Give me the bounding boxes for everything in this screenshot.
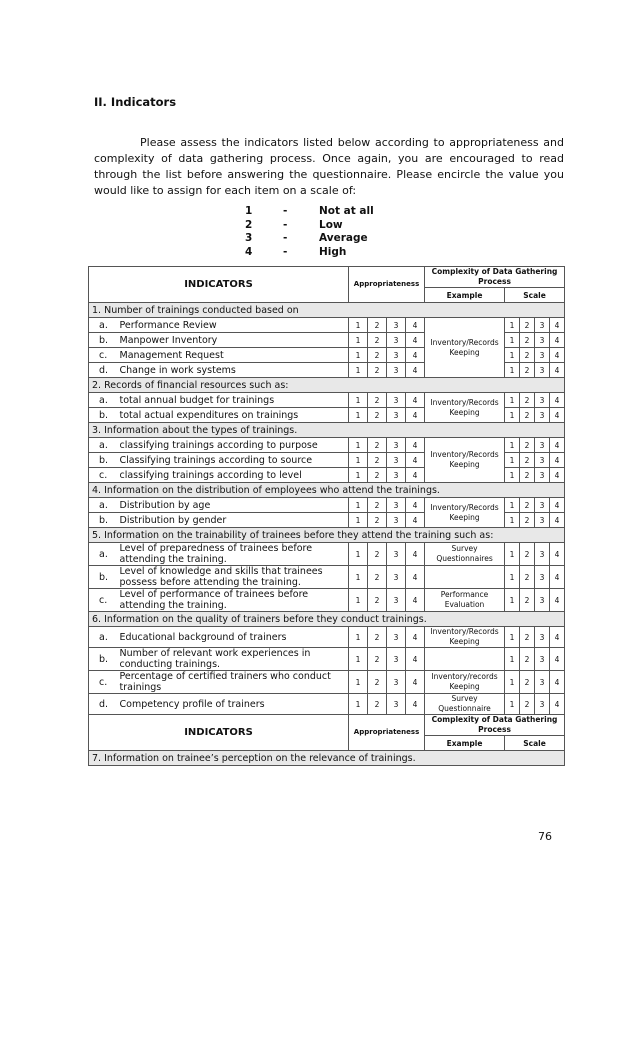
complexity-value-2: 2 [520, 318, 535, 333]
item-text: Competency profile of trainers [117, 694, 349, 715]
complexity-value-4: 4 [550, 393, 565, 408]
appropriateness-value-1: 1 [349, 468, 368, 483]
item-text: Percentage of certified trainers who conduct trainings [117, 671, 349, 694]
complexity-value-1: 1 [505, 589, 520, 612]
complexity-value-4: 4 [550, 694, 565, 715]
item-letter: c. [89, 468, 117, 483]
complexity-value-4: 4 [550, 408, 565, 423]
appropriateness-value-4: 4 [406, 566, 425, 589]
complexity-value-3: 3 [535, 408, 550, 423]
example-cell [425, 648, 505, 671]
appropriateness-value-4: 4 [406, 513, 425, 528]
appropriateness-value-1: 1 [349, 408, 368, 423]
complexity-value-3: 3 [535, 393, 550, 408]
section-title: 7. Information on trainee’s perception on the relevance of trainings. [89, 751, 565, 766]
table-header-row [89, 715, 565, 736]
complexity-value-4: 4 [550, 498, 565, 513]
complexity-value-2: 2 [520, 453, 535, 468]
appropriateness-header: Appropriateness [349, 267, 425, 303]
table-row [89, 627, 565, 648]
table-row [89, 438, 565, 453]
complexity-value-2: 2 [520, 694, 535, 715]
appropriateness-header: Appropriateness [349, 715, 425, 751]
table-row [89, 648, 565, 671]
appropriateness-value-3: 3 [387, 468, 406, 483]
complexity-value-1: 1 [505, 318, 520, 333]
item-letter: a. [89, 543, 117, 566]
complexity-value-3: 3 [535, 627, 550, 648]
appropriateness-value-4: 4 [406, 627, 425, 648]
page-number: 76 [538, 830, 552, 843]
item-letter: a. [89, 318, 117, 333]
complexity-value-2: 2 [520, 627, 535, 648]
complexity-value-4: 4 [550, 438, 565, 453]
appropriateness-value-3: 3 [387, 393, 406, 408]
item-letter: b. [89, 648, 117, 671]
appropriateness-value-3: 3 [387, 648, 406, 671]
appropriateness-value-3: 3 [387, 671, 406, 694]
item-text: Classifying trainings according to source [117, 453, 349, 468]
section-title: 4. Information on the distribution of employees who attend the trainings. [89, 483, 565, 498]
complexity-value-4: 4 [550, 671, 565, 694]
appropriateness-value-3: 3 [387, 438, 406, 453]
item-letter: a. [89, 438, 117, 453]
complexity-value-3: 3 [535, 318, 550, 333]
complexity-value-1: 1 [505, 438, 520, 453]
section-title: 6. Information on the quality of trainers before they conduct trainings. [89, 612, 565, 627]
appropriateness-value-3: 3 [387, 566, 406, 589]
appropriateness-value-3: 3 [387, 453, 406, 468]
scale-header: Scale [505, 736, 565, 751]
appropriateness-value-3: 3 [387, 498, 406, 513]
scale-legend-row: 2 - Low [245, 218, 343, 231]
complexity-value-2: 2 [520, 498, 535, 513]
appropriateness-value-3: 3 [387, 348, 406, 363]
example-cell: Inventory/Records Keeping [425, 393, 505, 423]
example-cell: Inventory/records Keeping [425, 671, 505, 694]
appropriateness-value-4: 4 [406, 333, 425, 348]
complexity-value-3: 3 [535, 694, 550, 715]
appropriateness-value-1: 1 [349, 348, 368, 363]
intro-paragraph: Please assess the indicators listed below according to appropriateness and complexity of data gathering process. Once again, you are encouraged to read through the list before answering the questionnaire. Please encircle the value you would like to assign for each item on a scale of: [94, 136, 564, 197]
item-letter: d. [89, 694, 117, 715]
table-row [89, 589, 565, 612]
table-row [89, 671, 565, 694]
item-letter: b. [89, 333, 117, 348]
complexity-value-3: 3 [535, 671, 550, 694]
complexity-value-2: 2 [520, 513, 535, 528]
table-row [89, 393, 565, 408]
appropriateness-value-2: 2 [368, 543, 387, 566]
appropriateness-value-2: 2 [368, 468, 387, 483]
complexity-value-2: 2 [520, 566, 535, 589]
complexity-value-3: 3 [535, 566, 550, 589]
appropriateness-value-2: 2 [368, 589, 387, 612]
appropriateness-value-1: 1 [349, 498, 368, 513]
item-text: total annual budget for trainings [117, 393, 349, 408]
table-row [89, 566, 565, 589]
example-cell: Performance Evaluation [425, 589, 505, 612]
appropriateness-value-4: 4 [406, 438, 425, 453]
section-title: 2. Records of financial resources such as: [89, 378, 565, 393]
appropriateness-value-2: 2 [368, 498, 387, 513]
appropriateness-value-1: 1 [349, 513, 368, 528]
complexity-value-4: 4 [550, 468, 565, 483]
complexity-value-1: 1 [505, 468, 520, 483]
appropriateness-value-3: 3 [387, 627, 406, 648]
appropriateness-value-4: 4 [406, 468, 425, 483]
appropriateness-value-1: 1 [349, 694, 368, 715]
appropriateness-value-4: 4 [406, 671, 425, 694]
scale-legend-row: 3 - Average [245, 232, 368, 244]
section-row [89, 751, 565, 766]
complexity-value-2: 2 [520, 589, 535, 612]
appropriateness-value-1: 1 [349, 566, 368, 589]
complexity-value-3: 3 [535, 648, 550, 671]
appropriateness-value-3: 3 [387, 589, 406, 612]
complexity-value-4: 4 [550, 333, 565, 348]
complexity-value-4: 4 [550, 348, 565, 363]
item-text: Distribution by age [117, 498, 349, 513]
appropriateness-value-4: 4 [406, 318, 425, 333]
appropriateness-value-4: 4 [406, 453, 425, 468]
item-text: Level of performance of trainees before attending the training. [117, 589, 349, 612]
complexity-value-1: 1 [505, 648, 520, 671]
example-cell: Inventory/Records Keeping [425, 438, 505, 483]
appropriateness-value-3: 3 [387, 363, 406, 378]
appropriateness-value-4: 4 [406, 498, 425, 513]
item-letter: a. [89, 393, 117, 408]
appropriateness-value-1: 1 [349, 648, 368, 671]
complexity-value-1: 1 [505, 543, 520, 566]
complexity-header: Complexity of Data Gathering Process [425, 715, 565, 736]
complexity-value-4: 4 [550, 453, 565, 468]
appropriateness-value-4: 4 [406, 694, 425, 715]
complexity-value-3: 3 [535, 333, 550, 348]
appropriateness-value-2: 2 [368, 694, 387, 715]
appropriateness-value-4: 4 [406, 348, 425, 363]
item-text: classifying trainings according to purpose [117, 438, 349, 453]
complexity-value-1: 1 [505, 513, 520, 528]
complexity-value-3: 3 [535, 498, 550, 513]
table-header-row [89, 267, 565, 288]
complexity-value-4: 4 [550, 513, 565, 528]
appropriateness-value-1: 1 [349, 363, 368, 378]
section-row [89, 528, 565, 543]
item-letter: c. [89, 671, 117, 694]
appropriateness-value-4: 4 [406, 589, 425, 612]
example-header: Example [425, 736, 505, 751]
appropriateness-value-4: 4 [406, 543, 425, 566]
complexity-value-3: 3 [535, 348, 550, 363]
example-cell: Survey Questionnaires [425, 543, 505, 566]
item-letter: c. [89, 348, 117, 363]
appropriateness-value-2: 2 [368, 363, 387, 378]
section-row [89, 378, 565, 393]
complexity-value-1: 1 [505, 566, 520, 589]
complexity-value-1: 1 [505, 671, 520, 694]
complexity-value-4: 4 [550, 589, 565, 612]
appropriateness-value-2: 2 [368, 453, 387, 468]
item-text: Distribution by gender [117, 513, 349, 528]
example-cell [425, 566, 505, 589]
complexity-value-1: 1 [505, 363, 520, 378]
complexity-value-3: 3 [535, 468, 550, 483]
item-text: Performance Review [117, 318, 349, 333]
indicators-header: INDICATORS [89, 715, 349, 751]
section-row [89, 483, 565, 498]
complexity-value-2: 2 [520, 543, 535, 566]
complexity-value-3: 3 [535, 438, 550, 453]
appropriateness-value-2: 2 [368, 393, 387, 408]
complexity-value-2: 2 [520, 671, 535, 694]
indicators-table [88, 266, 565, 766]
appropriateness-value-2: 2 [368, 348, 387, 363]
appropriateness-value-3: 3 [387, 513, 406, 528]
appropriateness-value-1: 1 [349, 393, 368, 408]
complexity-value-3: 3 [535, 513, 550, 528]
complexity-value-4: 4 [550, 627, 565, 648]
section-title: 3. Information about the types of trainings. [89, 423, 565, 438]
table-row [89, 318, 565, 333]
complexity-header: Complexity of Data Gathering Process [425, 267, 565, 288]
item-letter: a. [89, 627, 117, 648]
section-title: 1. Number of trainings conducted based on [89, 303, 565, 318]
appropriateness-value-3: 3 [387, 543, 406, 566]
example-cell: Inventory/Records Keeping [425, 627, 505, 648]
appropriateness-value-3: 3 [387, 333, 406, 348]
complexity-value-4: 4 [550, 543, 565, 566]
example-cell: Inventory/Records Keeping [425, 498, 505, 528]
appropriateness-value-2: 2 [368, 333, 387, 348]
appropriateness-value-1: 1 [349, 438, 368, 453]
appropriateness-value-1: 1 [349, 671, 368, 694]
complexity-value-3: 3 [535, 589, 550, 612]
appropriateness-value-2: 2 [368, 566, 387, 589]
item-text: Educational background of trainers [117, 627, 349, 648]
example-header: Example [425, 288, 505, 303]
item-letter: c. [89, 589, 117, 612]
appropriateness-value-3: 3 [387, 318, 406, 333]
complexity-value-2: 2 [520, 438, 535, 453]
complexity-value-3: 3 [535, 363, 550, 378]
appropriateness-value-4: 4 [406, 393, 425, 408]
section-heading: II. Indicators [94, 95, 177, 109]
item-text: Level of knowledge and skills that trainees possess before attending the training. [117, 566, 349, 589]
complexity-value-4: 4 [550, 648, 565, 671]
item-letter: a. [89, 498, 117, 513]
appropriateness-value-4: 4 [406, 363, 425, 378]
complexity-value-1: 1 [505, 408, 520, 423]
section-row [89, 423, 565, 438]
complexity-value-4: 4 [550, 566, 565, 589]
appropriateness-value-2: 2 [368, 671, 387, 694]
scale-header: Scale [505, 288, 565, 303]
complexity-value-2: 2 [520, 648, 535, 671]
complexity-value-2: 2 [520, 393, 535, 408]
complexity-value-1: 1 [505, 627, 520, 648]
appropriateness-value-2: 2 [368, 513, 387, 528]
table-row [89, 543, 565, 566]
item-text: Change in work systems [117, 363, 349, 378]
appropriateness-value-2: 2 [368, 408, 387, 423]
item-letter: b. [89, 513, 117, 528]
appropriateness-value-1: 1 [349, 333, 368, 348]
example-cell: Survey Questionnaire [425, 694, 505, 715]
appropriateness-value-2: 2 [368, 318, 387, 333]
complexity-value-2: 2 [520, 348, 535, 363]
complexity-value-1: 1 [505, 333, 520, 348]
appropriateness-value-2: 2 [368, 438, 387, 453]
complexity-value-1: 1 [505, 348, 520, 363]
appropriateness-value-3: 3 [387, 408, 406, 423]
complexity-value-1: 1 [505, 498, 520, 513]
item-text: classifying trainings according to level [117, 468, 349, 483]
complexity-value-2: 2 [520, 468, 535, 483]
appropriateness-value-3: 3 [387, 694, 406, 715]
scale-legend-row: 4 - High [245, 245, 347, 258]
complexity-value-2: 2 [520, 408, 535, 423]
appropriateness-value-4: 4 [406, 648, 425, 671]
appropriateness-value-2: 2 [368, 627, 387, 648]
appropriateness-value-1: 1 [349, 318, 368, 333]
appropriateness-value-1: 1 [349, 589, 368, 612]
table-row [89, 498, 565, 513]
section-title: 5. Information on the trainability of trainees before they attend the training such as: [89, 528, 565, 543]
complexity-value-1: 1 [505, 694, 520, 715]
appropriateness-value-4: 4 [406, 408, 425, 423]
item-letter: b. [89, 453, 117, 468]
indicators-header: INDICATORS [89, 267, 349, 303]
complexity-value-3: 3 [535, 453, 550, 468]
complexity-value-3: 3 [535, 543, 550, 566]
scale-legend-row: 1 - Not at all [245, 205, 374, 217]
complexity-value-4: 4 [550, 318, 565, 333]
appropriateness-value-1: 1 [349, 543, 368, 566]
item-text: Level of preparedness of trainees before attending the training. [117, 543, 349, 566]
section-row [89, 303, 565, 318]
appropriateness-value-1: 1 [349, 453, 368, 468]
item-letter: b. [89, 408, 117, 423]
table-row [89, 694, 565, 715]
scale-legend [245, 205, 374, 259]
section-row [89, 612, 565, 627]
complexity-value-2: 2 [520, 333, 535, 348]
complexity-value-4: 4 [550, 363, 565, 378]
item-text: total actual expenditures on trainings [117, 408, 349, 423]
item-letter: b. [89, 566, 117, 589]
appropriateness-value-1: 1 [349, 627, 368, 648]
item-letter: d. [89, 363, 117, 378]
appropriateness-value-2: 2 [368, 648, 387, 671]
complexity-value-1: 1 [505, 393, 520, 408]
item-text: Number of relevant work experiences in conducting trainings. [117, 648, 349, 671]
example-cell: Inventory/Records Keeping [425, 318, 505, 378]
item-text: Manpower Inventory [117, 333, 349, 348]
item-text: Management Request [117, 348, 349, 363]
complexity-value-2: 2 [520, 363, 535, 378]
complexity-value-1: 1 [505, 453, 520, 468]
